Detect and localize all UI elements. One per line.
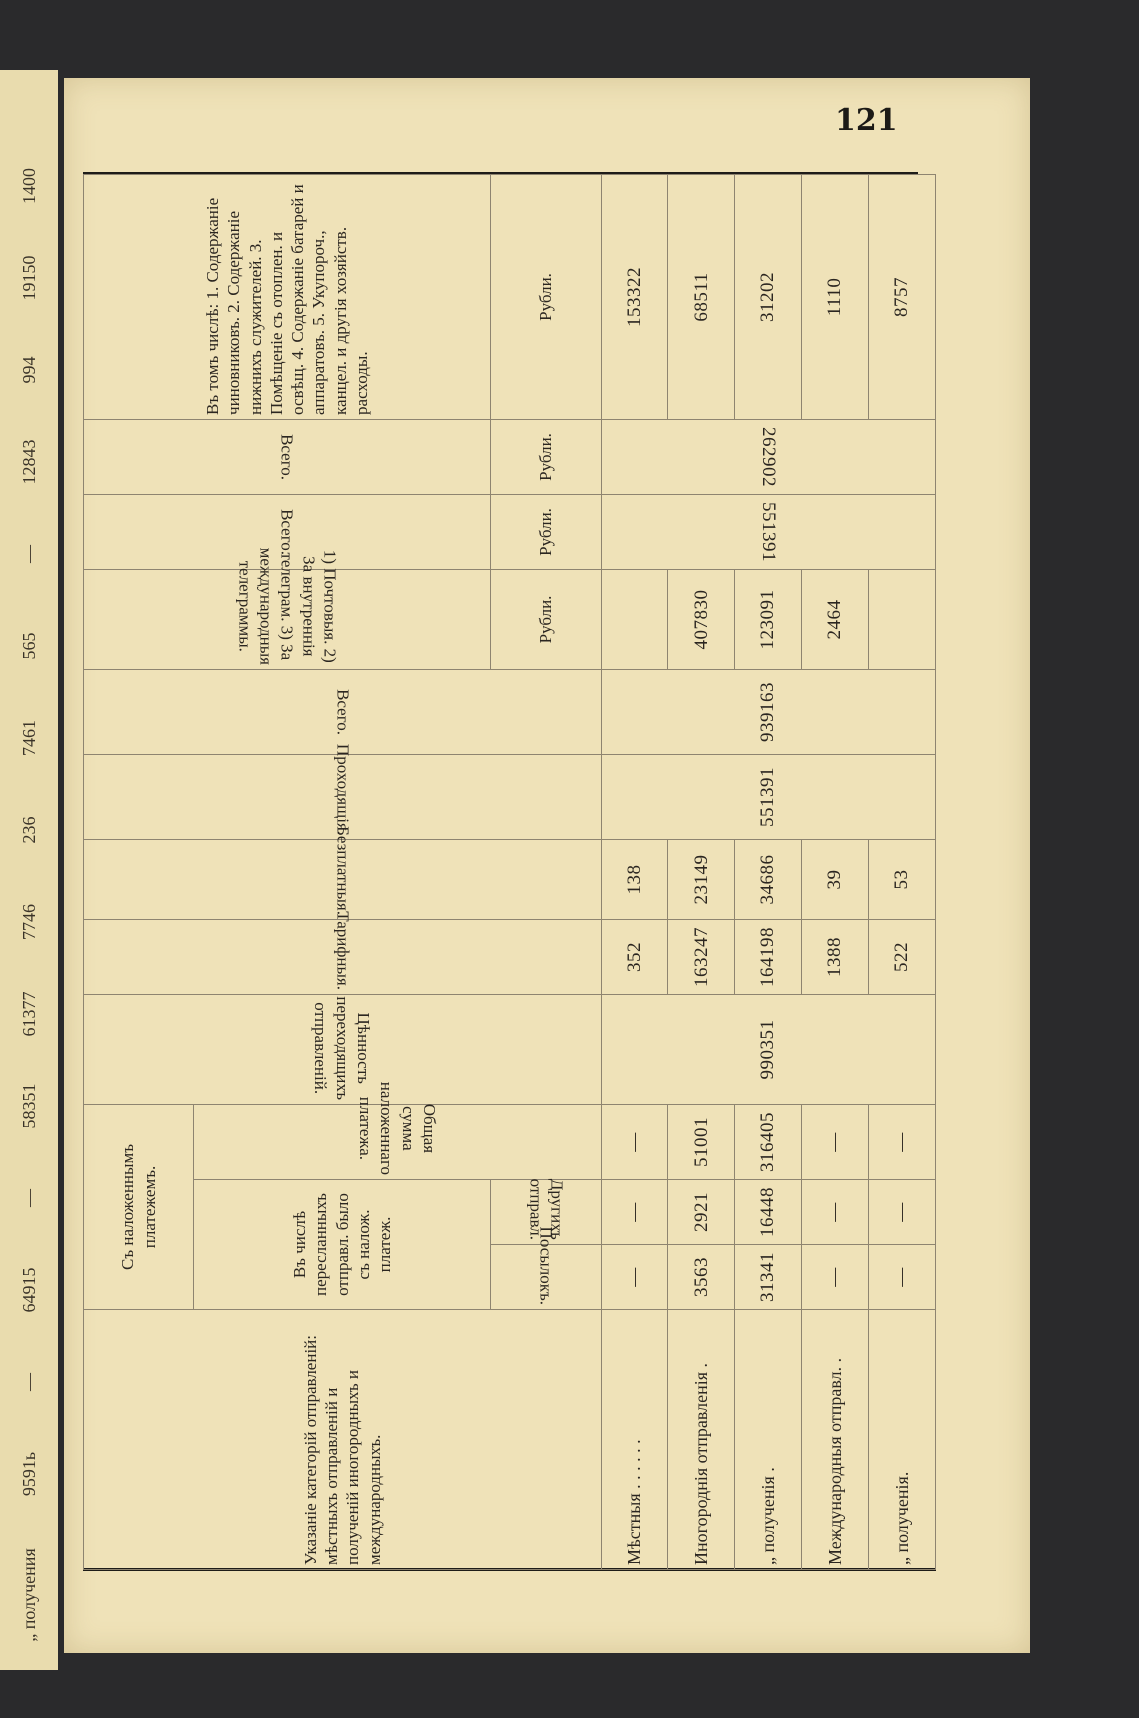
- previous-page-number: 58351: [18, 1083, 39, 1129]
- previous-page-number: 1400: [18, 168, 39, 204]
- header-cod-group: Съ наложеннымъ платежемъ.: [84, 1104, 194, 1309]
- row-label: „ полученія .: [735, 1310, 802, 1570]
- cell-other: —: [802, 1180, 869, 1245]
- cell-incl: 68511: [668, 174, 735, 419]
- cell-postal: [601, 569, 668, 669]
- header-free: Безплатныя.: [84, 839, 602, 919]
- header-including: Въ томъ числѣ: 1. Содержаніе чиновниковъ. 2. Содержаніе нижнихъ служителей. 3. Помѣщеніе съ отоплен. и освѣщ. 4. Содержаніе батарей и аппаратовъ. 5. Укупороч., канцел. и другія хозяйств. расходы.: [84, 174, 491, 419]
- cell-parcels: —: [802, 1245, 869, 1310]
- cell-parcels: 31341: [735, 1245, 802, 1310]
- previous-page-number: 7461: [18, 720, 39, 756]
- previous-page-number: 64915: [18, 1267, 39, 1313]
- previous-page-number: 994: [18, 356, 39, 384]
- cell-parcels: —: [601, 1245, 668, 1310]
- header-rubles-incl: Рубли.: [491, 174, 601, 419]
- table-row: [802, 174, 869, 1569]
- header-total2: Всего.: [84, 494, 491, 569]
- table-row: [668, 174, 735, 1569]
- cell-free: 23149: [668, 839, 735, 919]
- header-parcels: Посылокъ.: [491, 1245, 601, 1310]
- header-transit: Проходящія.: [84, 754, 602, 839]
- header-rubles-total2: Рубли.: [491, 494, 601, 569]
- previous-page-number: 7746: [18, 904, 39, 940]
- header-total3: Всего.: [84, 419, 491, 494]
- header-total-cod: Общая сумма наложеннаго платежа.: [194, 1104, 601, 1179]
- previous-page-number: 236: [18, 816, 39, 844]
- row-label: Мѣстныя . . . . . .: [601, 1310, 668, 1570]
- cell-postal: 123091: [735, 569, 802, 669]
- cell-incl: 31202: [735, 174, 802, 419]
- cell-value: 990351: [601, 994, 935, 1104]
- row-label: „ полученія.: [869, 1310, 936, 1570]
- cell-tariff: 522: [869, 919, 936, 994]
- previous-page-number: 565: [18, 632, 39, 660]
- table-row: [869, 174, 936, 1569]
- table-row: [601, 174, 668, 1569]
- cell-tariff: 163247: [668, 919, 735, 994]
- row-label: Международныя отправл. .: [802, 1310, 869, 1570]
- cell-parcels: 3563: [668, 1245, 735, 1310]
- previous-page-number: 19150: [18, 255, 39, 301]
- table-row: [735, 174, 802, 1569]
- cell-total-cod: 316405: [735, 1104, 802, 1179]
- previous-page-number: 9591ь: [18, 1451, 39, 1497]
- previous-page-number: 61377: [18, 991, 39, 1037]
- cell-total-cod: —: [802, 1104, 869, 1179]
- previous-page-numbers: [0, 70, 58, 1670]
- row-label: Иногороднія отправленія .: [668, 1310, 735, 1570]
- cell-other: —: [869, 1180, 936, 1245]
- rotated-table-container: [83, 175, 936, 1570]
- cell-total2: 551391: [601, 494, 935, 569]
- cell-tariff: 352: [601, 919, 668, 994]
- cell-total3: 262902: [601, 419, 935, 494]
- header-tariff: Тарифныя.: [84, 919, 602, 994]
- header-postal: 1) Почтовыя. 2) За внутреннія телеграм. 3) За международныя телеграммы.: [84, 569, 491, 669]
- header-total1: Всего.: [84, 669, 602, 754]
- previous-page-number: —: [18, 1373, 39, 1391]
- page-number: 121: [835, 103, 898, 138]
- cell-total1: 939163: [601, 669, 935, 754]
- header-category: Указаніе категорій отправленій: мѣстныхъ отправленій и полученій иногородныхъ и международныхъ.: [84, 1310, 602, 1570]
- cell-other: 16448: [735, 1180, 802, 1245]
- cell-tariff: 164198: [735, 919, 802, 994]
- cell-free: 53: [869, 839, 936, 919]
- cell-tariff: 1388: [802, 919, 869, 994]
- previous-page-number: —: [18, 545, 39, 563]
- statistics-table: [83, 174, 936, 1570]
- cell-free: 34686: [735, 839, 802, 919]
- previous-page-number: 12843: [18, 439, 39, 485]
- cell-postal: 407830: [668, 569, 735, 669]
- header-other: Другихъ отправл.: [491, 1180, 601, 1245]
- header-rubles-postal: Рубли.: [491, 569, 601, 669]
- cell-free: 138: [601, 839, 668, 919]
- cell-total-cod: —: [869, 1104, 936, 1179]
- previous-page-edge: [0, 70, 58, 1670]
- cell-incl: 1110: [802, 174, 869, 419]
- cell-postal: [869, 569, 936, 669]
- cell-total-cod: —: [601, 1104, 668, 1179]
- header-rubles-total3: Рубли.: [491, 419, 601, 494]
- cell-parcels: —: [869, 1245, 936, 1310]
- cell-other: 2921: [668, 1180, 735, 1245]
- cell-postal: 2464: [802, 569, 869, 669]
- cell-free: 39: [802, 839, 869, 919]
- cell-transit: 551391: [601, 754, 935, 839]
- cell-incl: 153322: [601, 174, 668, 419]
- header-row: [84, 174, 194, 1569]
- previous-page-number: „ получения: [18, 1548, 39, 1642]
- previous-page-number: —: [18, 1189, 39, 1207]
- cell-other: —: [601, 1180, 668, 1245]
- cell-total-cod: 51001: [668, 1104, 735, 1179]
- header-value: Цѣнность переходящихъ отправленій.: [84, 994, 602, 1104]
- header-cod-sub: Въ числѣ пересланныхъ отправл. было съ налож. платеж.: [194, 1180, 491, 1310]
- cell-incl: 8757: [869, 174, 936, 419]
